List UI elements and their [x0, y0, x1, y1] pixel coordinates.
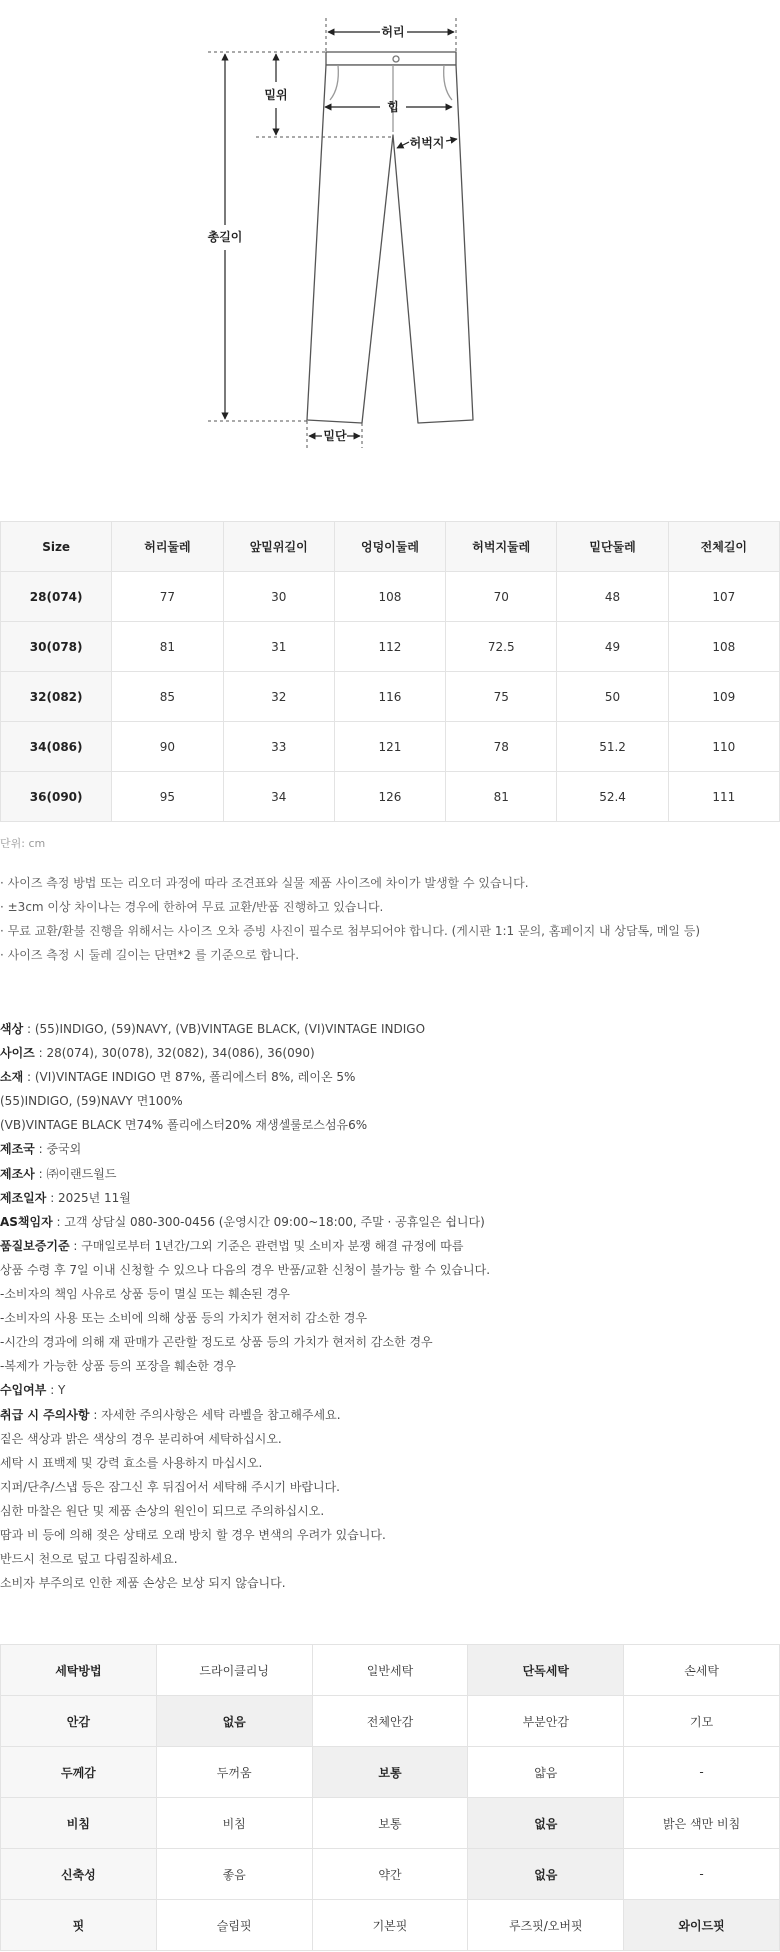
detail-label: AS책임자 — [0, 1214, 53, 1229]
detail-line — [0, 1406, 780, 1430]
measure-cell: 85 — [112, 672, 223, 722]
detail-value: 소비자 부주의로 인한 제품 손상은 보상 되지 않습니다. — [0, 1576, 286, 1591]
measure-cell: 108 — [334, 572, 445, 622]
detail-value: 짙은 색상과 밝은 색상의 경우 분리하여 세탁하십시오. — [0, 1431, 282, 1446]
size-cell: 34(086) — [1, 722, 112, 772]
hem-col-header: 밑단둘레 — [557, 522, 668, 572]
detail-value: : (VI)VINTAGE INDIGO 면 87%, 폴리에스터 8%, 레이온 5% — [23, 1070, 356, 1085]
thigh-col-header: 허벅지둘레 — [446, 522, 557, 572]
label-total-length: 총길이 — [207, 230, 243, 244]
care-option: 얇음 — [468, 1747, 624, 1798]
detail-label: 수입여부 — [0, 1383, 47, 1398]
measure-cell: 81 — [446, 772, 557, 822]
label-hem: 밑단 — [323, 429, 347, 443]
detail-line — [0, 1454, 780, 1478]
detail-value: : ㈜이랜드월드 — [34, 1166, 117, 1181]
detail-line — [0, 1430, 780, 1454]
detail-label: 제조사 — [0, 1166, 35, 1181]
detail-value: -소비자의 책임 사유로 상품 등이 멸실 또는 훼손된 경우 — [0, 1287, 290, 1302]
size-table — [0, 521, 780, 822]
care-option: 약간 — [312, 1849, 468, 1900]
detail-value: 상품 수령 후 7일 이내 신청할 수 있으나 다음의 경우 반품/교환 신청이 불가능 할 수 있습니다. — [0, 1262, 491, 1277]
detail-value: : 중국외 — [34, 1142, 82, 1157]
care-option: 부분안감 — [468, 1696, 624, 1747]
size-col-header: Size — [1, 522, 112, 572]
measure-cell: 121 — [334, 722, 445, 772]
size-table-row — [1, 772, 780, 822]
detail-line — [0, 1261, 780, 1285]
detail-value: 지퍼/단추/스냅 등은 잠그신 후 뒤집어서 세탁해 주시기 바랍니다. — [0, 1479, 340, 1494]
care-option: 비침 — [156, 1798, 312, 1849]
measure-cell: 95 — [112, 772, 223, 822]
measure-cell: 50 — [557, 672, 668, 722]
measure-cell: 112 — [334, 622, 445, 672]
care-option: 두꺼움 — [156, 1747, 312, 1798]
measure-cell: 72.5 — [446, 622, 557, 672]
measure-cell: 110 — [668, 722, 779, 772]
detail-line — [0, 1165, 780, 1189]
detail-line — [0, 1068, 780, 1092]
detail-line — [0, 1092, 780, 1116]
detail-value: : 자세한 주의사항은 세탁 라벨을 참고해주세요. — [89, 1407, 341, 1422]
size-table-row — [1, 722, 780, 772]
measure-cell: 34 — [223, 772, 334, 822]
size-table-row — [1, 672, 780, 722]
detail-line — [0, 1044, 780, 1068]
measure-cell: 90 — [112, 722, 223, 772]
detail-label: 소재 — [0, 1070, 24, 1085]
detail-line — [0, 1333, 780, 1357]
unit-note: 단위: cm — [0, 837, 46, 850]
measure-cell: 81 — [112, 622, 223, 672]
detail-value: 반드시 천으로 덮고 다림질하세요. — [0, 1552, 178, 1567]
care-option-selected: 단독세탁 — [468, 1645, 624, 1696]
detail-line — [0, 1140, 780, 1164]
detail-line — [0, 1116, 780, 1140]
care-table-row — [1, 1747, 780, 1798]
care-option-selected: 없음 — [468, 1798, 624, 1849]
hip-col-header: 엉덩이둘레 — [334, 522, 445, 572]
care-option: 전체안감 — [312, 1696, 468, 1747]
care-table-row — [1, 1696, 780, 1747]
measure-cell: 107 — [668, 572, 779, 622]
care-fit-table — [0, 1644, 780, 1951]
size-cell: 28(074) — [1, 572, 112, 622]
care-row-label: 안감 — [1, 1696, 157, 1747]
front-rise-col-header: 앞밑위길이 — [223, 522, 334, 572]
label-thigh: 허벅지 — [409, 136, 445, 150]
care-option: 슬림핏 — [156, 1900, 312, 1951]
measure-cell: 48 — [557, 572, 668, 622]
care-table-row — [1, 1645, 780, 1696]
detail-value: 심한 마찰은 원단 및 제품 손상의 원인이 되므로 주의하십시오. — [0, 1503, 325, 1518]
waist-col-header: 허리둘레 — [112, 522, 223, 572]
note-item: · 사이즈 측정 방법 또는 리오더 과정에 따라 조견표와 실물 제품 사이즈에 차이가 발생할 수 있습니다. — [0, 876, 529, 890]
care-option: 손세탁 — [624, 1645, 780, 1696]
detail-line — [0, 1526, 780, 1550]
care-option: 밝은 색만 비침 — [624, 1798, 780, 1849]
measure-cell: 116 — [334, 672, 445, 722]
size-table-row — [1, 572, 780, 622]
care-row-label: 비침 — [1, 1798, 157, 1849]
size-cell: 36(090) — [1, 772, 112, 822]
detail-value: : (55)INDIGO, (59)NAVY, (VB)VINTAGE BLACK, (VI)VINTAGE INDIGO — [23, 1022, 426, 1036]
measure-cell: 126 — [334, 772, 445, 822]
care-row-label: 신축성 — [1, 1849, 157, 1900]
detail-line — [0, 1189, 780, 1213]
detail-value: (VB)VINTAGE BLACK 면74% 폴리에스터20% 재생셀룰로스섬유6% — [0, 1118, 368, 1133]
measure-cell: 70 — [446, 572, 557, 622]
detail-value: : 28(074), 30(078), 32(082), 34(086), 36(090) — [34, 1046, 315, 1061]
care-option-selected: 와이드핏 — [624, 1900, 780, 1951]
measure-cell: 75 — [446, 672, 557, 722]
note-item: · 무료 교환/환불 진행을 위해서는 사이즈 오차 증빙 사진이 필수로 첨부되어야 합니다. (게시판 1:1 문의, 홈페이지 내 상담톡, 메일 등) — [0, 924, 701, 938]
detail-label: 취급 시 주의사항 — [0, 1407, 90, 1422]
detail-value: (55)INDIGO, (59)NAVY 면100% — [0, 1094, 183, 1109]
care-option-selected: 보통 — [312, 1747, 468, 1798]
size-cell: 32(082) — [1, 672, 112, 722]
care-option: 보통 — [312, 1798, 468, 1849]
detail-value: -소비자의 사용 또는 소비에 의해 상품 등의 가치가 현저히 감소한 경우 — [0, 1311, 368, 1326]
care-option: 일반세탁 — [312, 1645, 468, 1696]
care-option: 기본핏 — [312, 1900, 468, 1951]
detail-label: 색상 — [0, 1022, 24, 1036]
detail-line — [0, 1285, 780, 1309]
note-item: · ±3cm 이상 차이나는 경우에 한하여 무료 교환/반품 진행하고 있습니다. — [0, 900, 384, 914]
label-rise: 밑위 — [264, 88, 288, 102]
measure-cell: 109 — [668, 672, 779, 722]
detail-line — [0, 1550, 780, 1574]
detail-line — [0, 1381, 780, 1405]
care-option: - — [624, 1747, 780, 1798]
care-table-row — [1, 1798, 780, 1849]
detail-line — [0, 1357, 780, 1381]
detail-label: 품질보증기준 — [0, 1238, 70, 1253]
measure-cell: 78 — [446, 722, 557, 772]
measure-cell: 51.2 — [557, 722, 668, 772]
detail-value: -복제가 가능한 상품 등의 포장을 훼손한 경우 — [0, 1359, 236, 1374]
size-table-row — [1, 622, 780, 672]
care-option-selected: 없음 — [156, 1696, 312, 1747]
detail-value: : 고객 상담실 080-300-0456 (운영시간 09:00~18:00, 주말 · 공휴일은 쉽니다) — [52, 1214, 485, 1229]
measure-cell: 33 — [223, 722, 334, 772]
care-option: 드라이클리닝 — [156, 1645, 312, 1696]
detail-line — [0, 1502, 780, 1526]
detail-value: : 구매일로부터 1년간/그외 기준은 관련법 및 소비자 분쟁 해결 규정에 따름 — [69, 1238, 464, 1253]
size-table-header-row — [1, 522, 780, 572]
measure-cell: 52.4 — [557, 772, 668, 822]
care-option: 기모 — [624, 1696, 780, 1747]
size-notes — [0, 874, 700, 970]
care-row-label: 두께감 — [1, 1747, 157, 1798]
total-length-col-header: 전체길이 — [668, 522, 779, 572]
measure-cell: 111 — [668, 772, 779, 822]
label-hip: 힙 — [387, 100, 399, 114]
care-option: - — [624, 1849, 780, 1900]
size-cell: 30(078) — [1, 622, 112, 672]
measure-cell: 77 — [112, 572, 223, 622]
measure-cell: 108 — [668, 622, 779, 672]
detail-line — [0, 1213, 780, 1237]
label-waist: 허리 — [381, 25, 405, 39]
product-details — [0, 1020, 780, 1598]
care-table-row — [1, 1849, 780, 1900]
detail-line — [0, 1309, 780, 1333]
detail-label: 제조일자 — [0, 1190, 47, 1205]
detail-line — [0, 1020, 780, 1044]
measure-cell: 31 — [223, 622, 334, 672]
detail-value: 세탁 시 표백제 및 강력 효소를 사용하지 마십시오. — [0, 1455, 263, 1470]
detail-value: : Y — [46, 1383, 66, 1398]
care-option-selected: 없음 — [468, 1849, 624, 1900]
detail-line — [0, 1237, 780, 1261]
care-row-label: 핏 — [1, 1900, 157, 1951]
pants-measurement-diagram — [0, 0, 780, 470]
care-option: 좋음 — [156, 1849, 312, 1900]
detail-value: -시간의 경과에 의해 재 판매가 곤란할 정도로 상품 등의 가치가 현저히 감소한 경우 — [0, 1335, 433, 1350]
care-row-label: 세탁방법 — [1, 1645, 157, 1696]
detail-value: 땀과 비 등에 의해 젖은 상태로 오래 방치 할 경우 변색의 우려가 있습니다. — [0, 1527, 386, 1542]
detail-value: : 2025년 11월 — [46, 1190, 131, 1205]
detail-label: 제조국 — [0, 1142, 35, 1157]
measure-cell: 49 — [557, 622, 668, 672]
care-table-row — [1, 1900, 780, 1951]
care-option: 루즈핏/오버핏 — [468, 1900, 624, 1951]
measure-cell: 30 — [223, 572, 334, 622]
detail-line — [0, 1574, 780, 1598]
detail-line — [0, 1478, 780, 1502]
detail-label: 사이즈 — [0, 1046, 35, 1061]
note-item: · 사이즈 측정 시 둘레 길이는 단면*2 를 기준으로 합니다. — [0, 948, 300, 962]
measure-cell: 32 — [223, 672, 334, 722]
